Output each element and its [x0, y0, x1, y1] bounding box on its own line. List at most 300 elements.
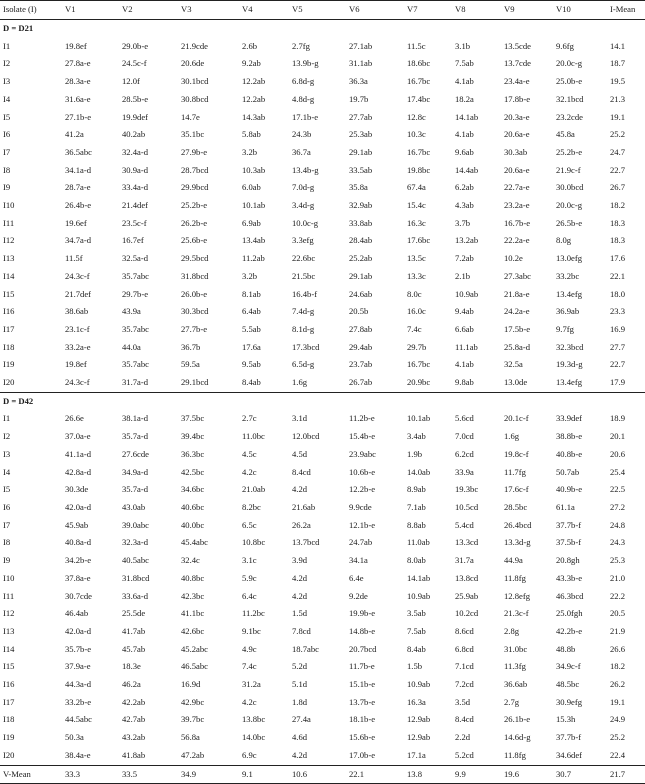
value-cell: 24.2a-e — [504, 306, 530, 317]
value-cell: 14.1ab — [407, 572, 431, 583]
value-cell: 13.7bcd — [292, 537, 320, 548]
value-cell: 6.8cd — [455, 643, 474, 654]
isolate-cell: I4 — [3, 93, 11, 104]
value-cell: 10.0c-g — [292, 217, 319, 228]
value-cell: 3.4ab — [407, 431, 426, 442]
header-v10: V10 — [553, 1, 607, 20]
value-cell: 21.7def — [65, 288, 92, 299]
value-cell: 40.2ab — [122, 129, 146, 140]
value-cell: 21.8a-e — [504, 288, 530, 299]
value-cell: 19.8ef — [65, 40, 87, 51]
value-cell: 3.5ab — [407, 608, 426, 619]
value-cell: 28.5b-e — [122, 93, 149, 104]
table-row — [0, 588, 645, 606]
value-cell: 16.7bc — [407, 359, 431, 370]
table-row — [0, 303, 645, 321]
value-cell: 9.1bc — [242, 625, 261, 636]
value-cell: 24.7 — [610, 146, 626, 157]
value-cell: 27.8ab — [349, 323, 373, 334]
isolate-cell: I19 — [3, 359, 15, 370]
value-cell: 23.3 — [610, 306, 626, 317]
value-cell: 17.3bcd — [292, 341, 320, 352]
table-row — [0, 676, 645, 694]
value-cell: 23.2a-e — [504, 200, 530, 211]
value-cell: 31.7a-d — [122, 377, 149, 388]
value-cell: 13.3cd — [455, 537, 479, 548]
value-cell: 14.0ab — [407, 466, 431, 477]
value-cell: 10.6b-e — [349, 466, 376, 477]
isolate-cell: I16 — [3, 679, 15, 690]
value-cell: 38.4a-e — [65, 749, 91, 760]
value-cell: 27.7b-e — [181, 323, 208, 334]
value-cell: 6.6ab — [455, 323, 474, 334]
header-v9: V9 — [501, 1, 553, 20]
value-cell: 5.6cd — [455, 413, 474, 424]
value-cell: 42.8a-d — [65, 466, 92, 477]
value-cell: 42.2ab — [122, 696, 146, 707]
value-cell: 27.7ab — [349, 111, 373, 122]
value-cell: 32.4c — [181, 555, 200, 566]
value-cell: 7.2ab — [455, 253, 474, 264]
value-cell: 26.2a — [292, 519, 311, 530]
value-cell: 13.7b-e — [349, 696, 376, 707]
value-cell: 27.4a — [292, 714, 311, 725]
value-cell: 21.3 — [610, 93, 626, 104]
value-cell: 30.0bcd — [556, 182, 584, 193]
value-cell: 26.7 — [610, 182, 626, 193]
isolate-cell: I10 — [3, 200, 15, 211]
isolate-cell: I20 — [3, 749, 15, 760]
value-cell: 17.9 — [610, 377, 626, 388]
isolate-cell: I7 — [3, 146, 11, 157]
value-cell: 37.8a-e — [65, 572, 91, 583]
table-body — [0, 20, 645, 784]
value-cell: 22.2 — [610, 590, 626, 601]
value-cell: 28.5bc — [504, 501, 528, 512]
value-cell: 46.3bcd — [556, 590, 584, 601]
value-cell: 20.1c-f — [504, 413, 529, 424]
isolate-cell: I4 — [3, 466, 11, 477]
value-cell: 23.2cde — [556, 111, 583, 122]
value-cell: 9.8ab — [455, 377, 474, 388]
value-cell: 18.7 — [610, 58, 626, 69]
value-cell: 35.7abc — [122, 323, 149, 334]
value-cell: 13.8cd — [455, 572, 479, 583]
value-cell: 11.0bc — [242, 431, 265, 442]
value-cell: 4.1ab — [455, 76, 474, 87]
value-cell: 17.6c-f — [504, 484, 529, 495]
table-row — [0, 605, 645, 623]
value-cell: 25.5de — [122, 608, 146, 619]
value-cell: 1.6g — [292, 377, 308, 388]
value-cell: 5.4cd — [455, 519, 474, 530]
value-cell: 23.7ab — [349, 359, 373, 370]
value-cell: 25.3ab — [349, 129, 373, 140]
value-cell: 12.2ab — [242, 76, 266, 87]
isolate-cell: I5 — [3, 484, 11, 495]
value-cell: 32.3bcd — [556, 341, 584, 352]
value-cell: 28.3a-e — [65, 76, 91, 87]
value-cell: 29.4ab — [349, 341, 373, 352]
table-row — [0, 446, 645, 464]
value-cell: 25.2 — [610, 732, 626, 743]
value-cell: 34.7a-d — [65, 235, 92, 246]
value-cell: 14.1 — [610, 40, 626, 51]
value-cell: 8.1d-g — [292, 323, 315, 334]
value-cell: 20.5b — [349, 306, 369, 317]
value-cell: 35.1bc — [181, 129, 205, 140]
header-v2: V2 — [119, 1, 178, 20]
value-cell: 5.5ab — [242, 323, 261, 334]
value-cell: 6.0ab — [242, 182, 261, 193]
value-cell: 16.9 — [610, 323, 626, 334]
value-cell: 19.1 — [610, 111, 626, 122]
isolate-cell: I18 — [3, 341, 15, 352]
value-cell: 7.0cd — [455, 431, 474, 442]
value-cell: 25.2ab — [349, 253, 373, 264]
value-cell: 3.1b — [455, 40, 471, 51]
value-cell: 28.7bcd — [181, 164, 209, 175]
value-cell: 37.0a-e — [65, 431, 91, 442]
value-cell: 14.7e — [181, 111, 200, 122]
value-cell: 2.8g — [504, 625, 520, 636]
section-header-row — [0, 20, 645, 38]
value-cell: 16.7ef — [122, 235, 144, 246]
value-cell: 59.5a — [181, 359, 200, 370]
table-row — [0, 464, 645, 482]
value-cell: 42.5bc — [181, 466, 205, 477]
value-cell: 25.2b-e — [556, 146, 583, 157]
value-cell: 30.9efg — [556, 696, 583, 707]
value-cell: 8.6cd — [455, 625, 474, 636]
value-cell: 25.9ab — [455, 590, 479, 601]
value-cell: 22.2a-e — [504, 235, 530, 246]
value-cell: 5.9c — [242, 572, 257, 583]
value-cell: 12.0bcd — [292, 431, 320, 442]
value-cell: 25.6b-e — [181, 235, 208, 246]
isolate-cell: I3 — [3, 448, 11, 459]
value-cell: 18.7abc — [292, 643, 319, 654]
value-cell: 25.4 — [610, 466, 626, 477]
isolate-cell: I3 — [3, 76, 11, 87]
value-cell: 9.2ab — [242, 58, 261, 69]
value-cell: 10.9ab — [407, 590, 431, 601]
value-cell: 34.9a-d — [122, 466, 149, 477]
value-cell: 11.5f — [65, 253, 83, 264]
value-cell: 2.6b — [242, 40, 258, 51]
value-cell: 10.1ab — [407, 413, 431, 424]
value-cell: 1.6g — [504, 431, 520, 442]
value-cell: 8.9ab — [407, 484, 426, 495]
value-cell: 46.2a — [122, 679, 141, 690]
value-cell: 12.0f — [122, 76, 140, 87]
value-cell: 21.9c-f — [556, 164, 581, 175]
value-cell: 32.5a-d — [122, 253, 149, 264]
value-cell: 21.0 — [610, 572, 626, 583]
value-cell: 35.8a — [349, 182, 368, 193]
value-cell: 31.1ab — [349, 58, 373, 69]
value-cell: 18.3 — [610, 235, 626, 246]
section-header-row — [0, 392, 645, 410]
value-cell: 22.4 — [610, 749, 626, 760]
isolate-cell: I16 — [3, 306, 15, 317]
value-cell: 23.5c-f — [122, 217, 147, 228]
value-cell: 21.0ab — [242, 484, 266, 495]
value-cell: 1.5b — [407, 661, 423, 672]
value-cell: 29.1bcd — [181, 377, 209, 388]
value-cell: 40.9b-e — [556, 484, 583, 495]
value-cell: 11.2bc — [242, 608, 265, 619]
value-cell: 3.2b — [242, 146, 258, 157]
value-cell: 6.5c — [242, 519, 257, 530]
value-cell: 33.5ab — [349, 164, 373, 175]
value-cell: 35.7b-e — [65, 643, 92, 654]
value-cell: 34.6bc — [181, 484, 205, 495]
value-cell: 17.6a — [242, 341, 261, 352]
isolate-cell: I10 — [3, 572, 15, 583]
value-cell: 29.7b — [407, 341, 427, 352]
value-cell: 6.4e — [349, 572, 364, 583]
table-row — [0, 250, 645, 268]
value-cell: 31.6a-e — [65, 93, 91, 104]
value-cell: 8.4cd — [292, 466, 311, 477]
value-cell: 26.6 — [610, 643, 626, 654]
value-cell: 9.9cde — [349, 501, 372, 512]
table-row — [0, 356, 645, 374]
table-row — [0, 73, 645, 91]
value-cell: 20.0c-g — [556, 58, 583, 69]
value-cell: 4.8d-g — [292, 93, 315, 104]
value-cell: 19.9def — [122, 111, 149, 122]
value-cell: 17.1a — [407, 749, 426, 760]
value-cell: 32.1bcd — [556, 93, 584, 104]
value-cell: 17.5b-e — [504, 323, 531, 334]
value-cell: 48.8b — [556, 643, 576, 654]
value-cell: 6.2cd — [455, 448, 474, 459]
value-cell: 18.1b-e — [349, 714, 376, 725]
value-cell: 9.7fg — [556, 323, 574, 334]
table-row — [0, 197, 645, 215]
value-cell: 13.4efg — [556, 377, 583, 388]
value-cell: 27.9b-e — [181, 146, 208, 157]
table-row — [0, 410, 645, 428]
value-cell: 13.5cde — [504, 40, 531, 51]
value-cell: 67.4a — [407, 182, 426, 193]
value-cell: 8.8ab — [407, 519, 426, 530]
value-cell: 32.5a — [504, 359, 523, 370]
isolate-cell: I1 — [3, 413, 11, 424]
value-cell: 16.3c — [407, 217, 426, 228]
isolate-cell: I8 — [3, 164, 11, 175]
value-cell: 13.4efg — [556, 288, 583, 299]
value-cell: 26.2 — [610, 679, 626, 690]
table-row — [0, 286, 645, 304]
value-cell: 8.4cd — [455, 714, 474, 725]
value-cell: 30.3bcd — [181, 306, 209, 317]
value-cell: 11.2ab — [242, 253, 265, 264]
value-cell: 29.9bcd — [181, 182, 209, 193]
value-cell: 38.8b-e — [556, 431, 583, 442]
header-v3: V3 — [178, 1, 239, 20]
value-cell: 9.2de — [349, 590, 368, 601]
value-cell: 31.7a — [455, 555, 474, 566]
value-cell: 38.6ab — [65, 306, 89, 317]
isolate-cell: I5 — [3, 111, 11, 122]
value-cell: 22.1 — [610, 270, 626, 281]
value-cell: 11.7b-e — [349, 661, 375, 672]
table-row — [0, 481, 645, 499]
value-cell: 26.5b-e — [556, 217, 583, 228]
value-cell: 25.2b-e — [181, 200, 208, 211]
header-v1: V1 — [62, 1, 119, 20]
value-cell: 27.8a-e — [65, 58, 91, 69]
value-cell: 24.3c-f — [65, 270, 90, 281]
value-cell: 30.7cde — [65, 590, 92, 601]
value-cell: 18.2 — [610, 200, 626, 211]
value-cell: 30.8bcd — [181, 93, 209, 104]
section-label: D = D42 — [0, 392, 645, 410]
value-cell: 3.1d — [292, 413, 308, 424]
value-cell: 2.7fg — [292, 40, 310, 51]
isolate-cell: I2 — [3, 431, 11, 442]
value-cell: 8.0c — [407, 288, 422, 299]
value-cell: 24.9 — [610, 714, 626, 725]
value-cell: 45.8a — [556, 129, 575, 140]
value-cell: 21.5bc — [292, 270, 316, 281]
value-cell: 20.0c-g — [556, 200, 583, 211]
value-cell: 13.8bc — [242, 714, 266, 725]
value-cell: 39.4bc — [181, 431, 205, 442]
value-cell: 44.5abc — [65, 714, 92, 725]
value-cell: 21.6ab — [292, 501, 316, 512]
value-cell: 10.5cd — [455, 501, 479, 512]
value-cell: 36.3bc — [181, 448, 205, 459]
isolate-cell: I17 — [3, 323, 15, 334]
value-cell: 15.4c — [407, 200, 426, 211]
value-cell: 14.3ab — [242, 111, 266, 122]
value-cell: 11.7fg — [504, 466, 526, 477]
value-cell: 42.0a-d — [65, 501, 92, 512]
mean-value-cell: 33.5 — [119, 765, 178, 784]
isolate-cell: I13 — [3, 625, 15, 636]
table-row — [0, 552, 645, 570]
table-row — [0, 55, 645, 73]
value-cell: 23.1c-f — [65, 323, 90, 334]
value-cell: 27.1b-e — [65, 111, 92, 122]
mean-value-cell: 10.6 — [289, 765, 346, 784]
value-cell: 46.4ab — [65, 608, 89, 619]
value-cell: 8.4ab — [407, 643, 426, 654]
table-row — [0, 729, 645, 747]
isolate-cell: I6 — [3, 501, 11, 512]
table-row — [0, 711, 645, 729]
mean-label: V-Mean — [0, 765, 62, 784]
value-cell: 18.2a — [455, 93, 474, 104]
mean-value-cell: 9.9 — [452, 765, 501, 784]
value-cell: 9.4ab — [455, 306, 474, 317]
value-cell: 44.3a-d — [65, 679, 92, 690]
value-cell: 40.5abc — [122, 555, 149, 566]
value-cell: 25.3 — [610, 555, 626, 566]
value-cell: 3.4d-g — [292, 200, 315, 211]
value-cell: 14.4ab — [455, 164, 479, 175]
value-cell: 3.2b — [242, 270, 258, 281]
value-cell: 29.0b-e — [122, 40, 149, 51]
value-cell: 7.1cd — [455, 661, 474, 672]
value-cell: 11.3fg — [504, 661, 526, 672]
value-cell: 10.1ab — [242, 200, 266, 211]
isolate-cell: I15 — [3, 661, 15, 672]
value-cell: 13.9b-g — [292, 58, 319, 69]
value-cell: 11.5c — [407, 40, 426, 51]
value-cell: 22.7 — [610, 164, 626, 175]
value-cell: 4.9c — [242, 643, 257, 654]
value-cell: 9.5ab — [242, 359, 261, 370]
value-cell: 6.5d-g — [292, 359, 315, 370]
value-cell: 37.7b-f — [556, 732, 582, 743]
value-cell: 10.9ab — [455, 288, 479, 299]
value-cell: 4.5c — [242, 448, 257, 459]
table-row — [0, 144, 645, 162]
value-cell: 4.6d — [292, 732, 308, 743]
value-cell: 12.9ab — [407, 732, 431, 743]
table-row — [0, 747, 645, 765]
value-cell: 29.1ab — [349, 146, 373, 157]
value-cell: 18.3 — [610, 217, 626, 228]
value-cell: 29.5bcd — [181, 253, 209, 264]
value-cell: 25.0fgh — [556, 608, 583, 619]
value-cell: 41.2a — [65, 129, 84, 140]
value-cell: 35.7a-d — [122, 484, 149, 495]
value-cell: 29.1ab — [349, 270, 373, 281]
value-cell: 7.1ab — [407, 501, 426, 512]
value-cell: 1.8d — [292, 696, 308, 707]
value-cell: 26.2b-e — [181, 217, 208, 228]
value-cell: 12.8efg — [504, 590, 531, 601]
table-row — [0, 126, 645, 144]
value-cell: 56.8a — [181, 732, 200, 743]
value-cell: 42.6bc — [181, 625, 205, 636]
value-cell: 41.7ab — [122, 625, 146, 636]
value-cell: 24.3 — [610, 537, 626, 548]
value-cell: 7.4d-g — [292, 306, 315, 317]
value-cell: 31.0bc — [504, 643, 528, 654]
value-cell: 38.1a-d — [122, 413, 149, 424]
value-cell: 19.3d-g — [556, 359, 583, 370]
value-cell: 28.4ab — [349, 235, 373, 246]
value-cell: 13.4b-g — [292, 164, 319, 175]
value-cell: 45.7ab — [122, 643, 146, 654]
table-row — [0, 641, 645, 659]
value-cell: 39.7bc — [181, 714, 205, 725]
value-cell: 1.9b — [407, 448, 423, 459]
value-cell: 33.6a-d — [122, 590, 149, 601]
table-row — [0, 534, 645, 552]
value-cell: 4.1ab — [455, 129, 474, 140]
value-cell: 20.8gh — [556, 555, 580, 566]
isolate-cell: I2 — [3, 58, 11, 69]
value-cell: 16.0c — [407, 306, 426, 317]
value-cell: 5.8ab — [242, 129, 261, 140]
value-cell: 7.4c — [242, 661, 257, 672]
table-row — [0, 694, 645, 712]
value-cell: 8.1ab — [242, 288, 261, 299]
value-cell: 33.9a — [455, 466, 474, 477]
value-cell: 11.1ab — [455, 341, 478, 352]
value-cell: 18.2 — [610, 661, 626, 672]
value-cell: 42.2b-e — [556, 625, 583, 636]
value-cell: 12.8c — [407, 111, 426, 122]
